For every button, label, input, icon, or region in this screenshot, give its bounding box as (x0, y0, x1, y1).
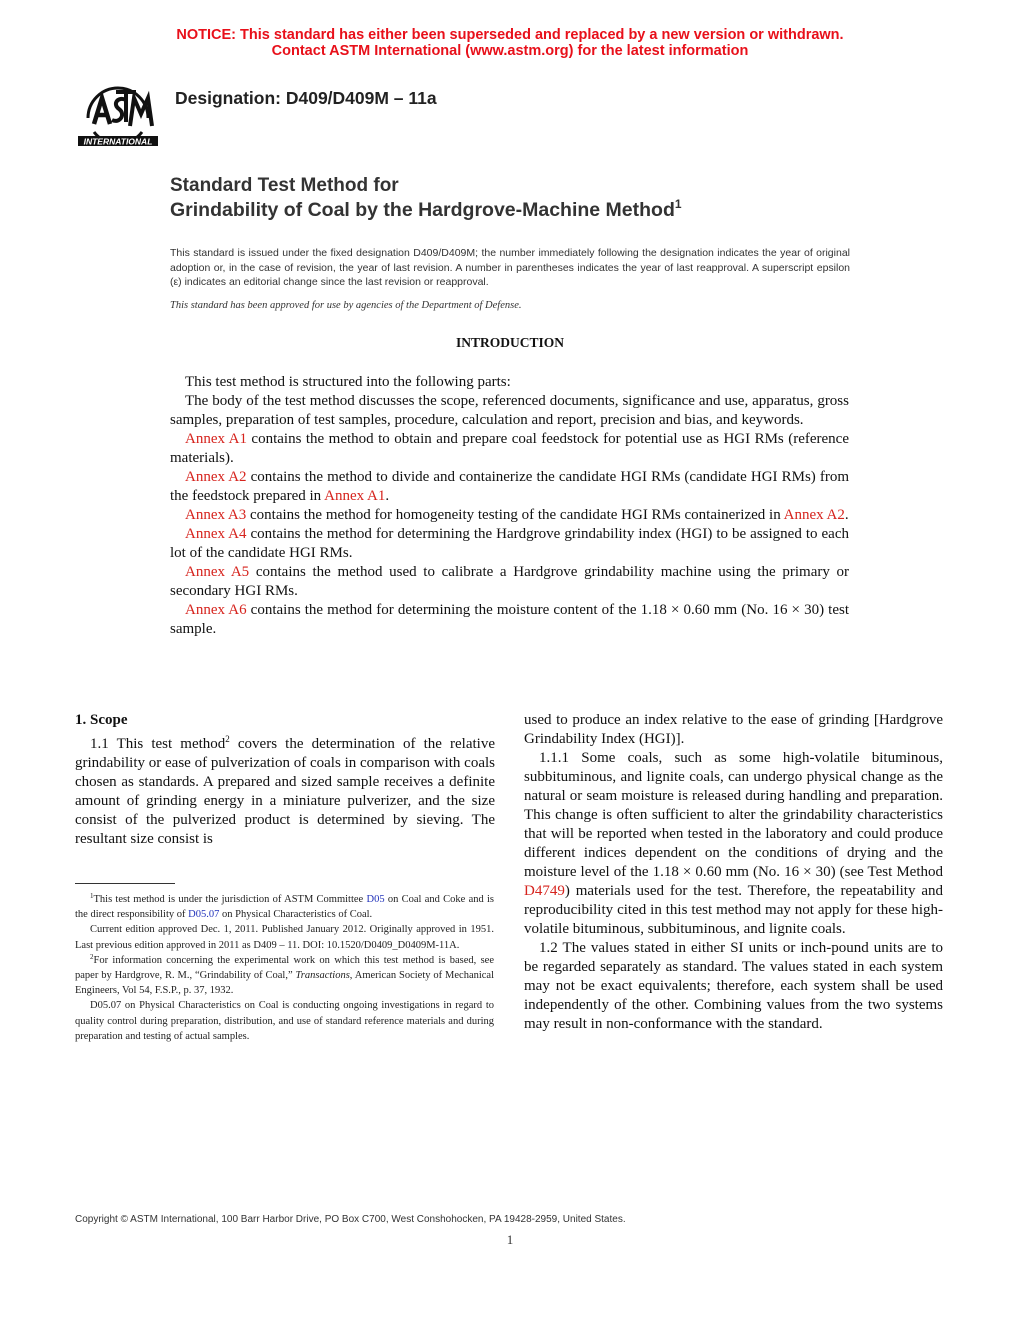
left-column (75, 711, 495, 849)
annex-a4-link[interactable]: Annex A4 (185, 526, 247, 542)
intro-annex-a1: Annex A1 contains the method to obtain and prepare coal feedstock for potential use as HGI RMs (reference materials). (170, 431, 849, 466)
d05-link[interactable]: D05 (366, 894, 385, 905)
section-1-1-1: 1.1.1 Some coals, such as some high-volatile bituminous, subbituminous, and lignite coals, can undergo physical change as the natural or seam moisture is released during handling and preparation. This change is often sufficient to alter the grindability characteristics that will be reported when tested in the laboratory and could produce different indices dependent on the conditions of drying and the moisture level of the 1.18 × 0.60 mm (No. 16 × 30) (see Test Method D4749) materials used for the test. Therefore, the repeatability and reproducibility cited in this test method may not apply for these high-volatile bituminous, subbituminous, and lignite coals. (524, 750, 943, 937)
copyright: Copyright © ASTM International, 100 Barr Harbor Drive, PO Box C700, West Conshohocken, PA 19428-2959, United States. (75, 1214, 626, 1225)
intro-annex-a6: Annex A6 contains the method for determining the moisture content of the 1.18 × 0.60 mm (No. 16 × 30) test sample. (170, 602, 849, 637)
section-1-1: 1.1 This test method$^2$ covers the determination of the relative grindability or ease of pulverization of coals in comparison with coals chosen as standards. A prepared and sized sample receives a definite amount of grinding energy in a miniature pulverizer, and the size consist of the pulverized product is determined by sieving. The resultant size consist is (75, 734, 495, 847)
intro-paragraph: This test method is structured into the following parts: (185, 374, 511, 390)
annex-a2-link[interactable]: Annex A2 (783, 507, 845, 523)
intro-annex-a5: Annex A5 contains the method used to calibrate a Hardgrove grindability machine using the primary or secondary HGI RMs. (170, 564, 850, 599)
intro-paragraph: The body of the test method discusses the scope, referenced documents, significance and use, apparatus, gross samples, preparation of test samples, procedure, calculation and report, precision and bias, and keywords. (170, 393, 849, 428)
footnote-1: $^1$This test method is under the jurisdiction of ASTM Committee D05 on Coal and Coke and is the direct responsibility of D05.07 on Physical Characteristics of Coal. (75, 892, 494, 921)
footnote-divider (75, 883, 175, 884)
designation: Designation: D409/D409M – 11a (175, 88, 437, 108)
introduction-body (170, 373, 849, 639)
annex-a1-link[interactable]: Annex A1 (324, 488, 386, 504)
footnotes (75, 892, 494, 1044)
annex-a1-link[interactable]: Annex A1 (185, 431, 247, 447)
title-line-1: Standard Test Method for (170, 175, 399, 196)
edition-note: Current edition approved Dec. 1, 2011. Published January 2012. Originally approved in 1951. Last previous edition approved in 2011 as D409 – 11. DOI: 10.1520/D0409_D0409M-11A. (75, 924, 494, 951)
approved-note: This standard has been approved for use by agencies of the Department of Defense. (170, 300, 522, 311)
annex-a3-link[interactable]: Annex A3 (185, 507, 247, 523)
annex-a6-link[interactable]: Annex A6 (185, 602, 247, 618)
annex-a2-link[interactable]: Annex A2 (185, 469, 247, 485)
supersession-notice (0, 27, 1020, 59)
page-number: 1 (506, 1232, 514, 1247)
title-line-2 (170, 199, 682, 222)
annex-a5-link[interactable]: Annex A5 (185, 564, 250, 580)
title-footnote-ref[interactable]: 1 (674, 197, 682, 211)
d05-07-link[interactable]: D05.07 (188, 909, 220, 921)
section-1-2: 1.2 The values stated in either SI units or inch-pound units are to be regarded separately as standard. The values stated in each system may not be exact equivalents; therefore, each system shall be used independently of the other. Combining values from the two systems may result in non-conformance with the standard. (524, 940, 943, 1032)
intro-annex-a4: Annex A4 contains the method for determining the Hardgrove grindability index (HGI) to be assigned to each lot of the candidate HGI RMs. (170, 526, 849, 561)
d05-07-note: D05.07 on Physical Characteristics on Coal is conducting ongoing investigations in regard to quality control during preparation, distribution, and use of standard reference materials and during preparation and testing of actual samples. (75, 1000, 494, 1042)
notice-line-2: Contact ASTM International (www.astm.org) for the latest information (271, 43, 749, 59)
footnote-2: $^2$For information concerning the experimental work on which this test method is based, see paper by Hardgrove, R. M., “Grindability of Coal,” Transactions, American Society of Mechanical Engineers, Vol 54, F.S.P., p. 37, 1932. (75, 952, 495, 997)
right-column (524, 711, 943, 1034)
issued-note: This standard is issued under the fixed designation D409/D409M; the number immediately following the designation indicates the year of original adoption or, in the case of revision, the year of last revision. A number in parentheses indicates the year of last reapproval. A superscript epsilon (ε) indicates an editorial change since the last revision or reapproval. (170, 247, 850, 289)
notice-line-1: NOTICE: This standard has either been superseded and replaced by a new version or withdrawn. (176, 27, 844, 43)
intro-annex-a2: Annex A2 contains the method to divide and containerize the candidate HGI RMs (candidate HGI RMs) from the feedstock prepared in Annex A1. (170, 469, 849, 504)
d4749-link[interactable]: D4749 (524, 883, 565, 899)
title-text: Grindability of Coal by the Hardgrove-Machine Method (170, 199, 675, 221)
section-1-1-continued: used to produce an index relative to the ease of grinding [Hardgrove Grindability Index (HGI)]. (524, 712, 943, 747)
astm-logo (74, 74, 162, 156)
logo-sub-text: INTERNATIONAL (83, 136, 153, 147)
intro-annex-a3: Annex A3 contains the method for homogeneity testing of the candidate HGI RMs containerized in Annex A2. (185, 507, 849, 523)
footnote-ref-2[interactable]: 2 (225, 734, 230, 744)
introduction-heading: INTRODUCTION (455, 335, 564, 350)
scope-heading: 1. Scope (75, 712, 128, 728)
